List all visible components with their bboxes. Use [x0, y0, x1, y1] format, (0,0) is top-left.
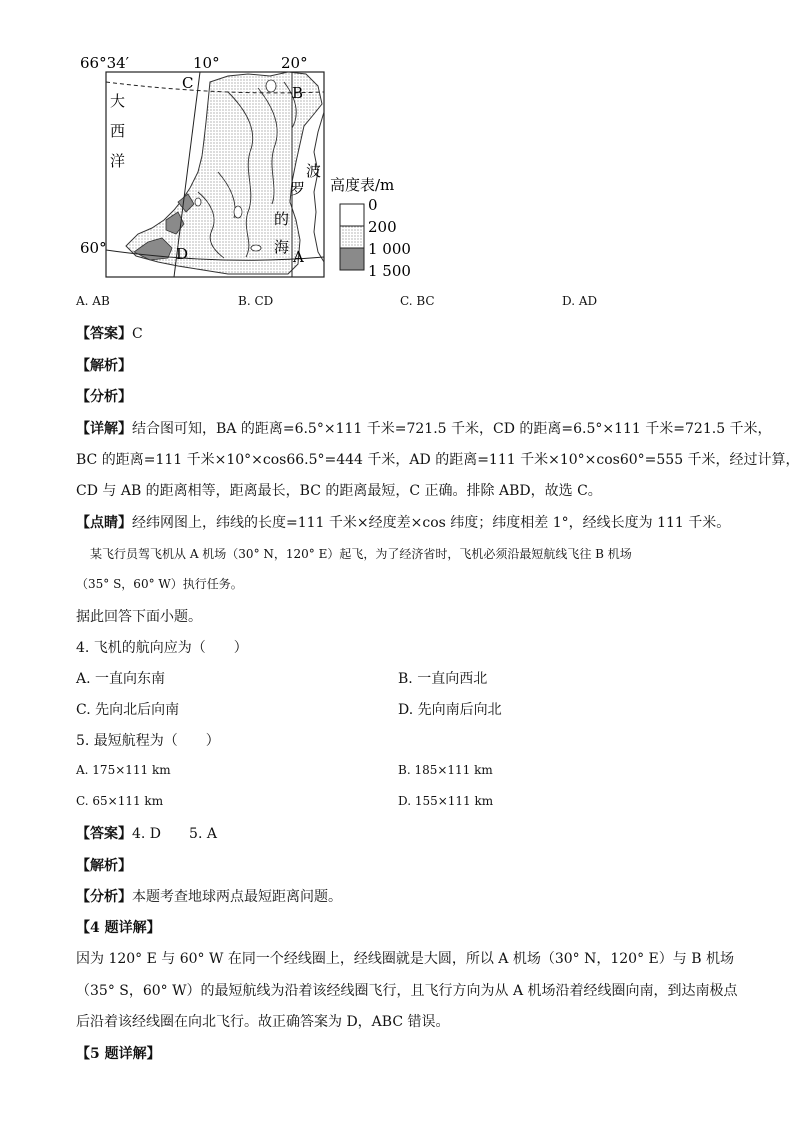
q3-option-a: A. AB: [76, 294, 110, 308]
lake: [266, 80, 276, 92]
detail-line-3: CD 与 AB 的距离相等，距离最长，BC 的距离最短，C 正确。排除 ABD，故选 C。: [76, 483, 602, 499]
point-c: C: [182, 74, 194, 92]
q5-title: 5. 最短航程为（ ）: [76, 733, 220, 749]
point-d: D: [176, 245, 189, 263]
lat-label-top: 66°34′: [80, 54, 130, 72]
legend-box-1500: [340, 248, 364, 270]
stem-line-3: 据此回答下面小题。: [76, 609, 202, 625]
q4-option-d: D. 先向南后向北: [398, 702, 502, 718]
detail-4-line-2: （35° S，60° W）的最短航线为沿着该经线圈飞行，且飞行方向为从 A 机场沿着经线圈向南，到达南极点: [76, 983, 738, 999]
answer-tag: 【答案】: [76, 326, 132, 342]
atlantic-char: 大: [110, 92, 126, 110]
legend-value: 1 500: [368, 262, 411, 280]
legend-value: 1 000: [368, 240, 411, 258]
scandinavia-map: [78, 52, 411, 284]
detail-1: [76, 418, 772, 438]
answer-text: C: [132, 326, 143, 342]
detail-tag: 【详解】: [76, 421, 132, 437]
q3-option-c: C. BC: [400, 294, 435, 308]
stem-line-2: （35° S，60° W）执行任务。: [76, 577, 243, 591]
detail-line-1: 结合图可知，BA 的距离=6.5°×111 千米=721.5 千米，CD 的距离=6.5°×111 千米=721.5 千米，: [132, 421, 772, 437]
q5-option-b: B. 185×111 km: [398, 763, 493, 777]
detail-line-2: BC 的距离=111 千米×10°×cos66.5°=444 千米，AD 的距离=111 千米×10°×cos60°=555 千米，经过计算，: [76, 452, 800, 468]
detail-4-line-3: 后沿着该经线圈在向北飞行。故正确答案为 D，ABC 错误。: [76, 1014, 450, 1030]
answer-tag: 【答案】: [76, 826, 132, 842]
q3-option-b: B. CD: [238, 294, 274, 308]
baltic-char: 的: [274, 210, 290, 228]
point-a: A: [293, 248, 304, 266]
detail-5-tag: 【5 题详解】: [76, 1046, 161, 1062]
atlantic-char: 西: [110, 122, 126, 140]
q4-option-a: A. 一直向东南: [76, 671, 166, 687]
answer-2: [76, 823, 217, 843]
fenxi-text: 本题考查地球两点最短距离问题。: [132, 889, 342, 905]
detail-4-line-1: 因为 120° E 与 60° W 在同一个经线圈上，经线圈就是大圆，所以 A 机场（30° N，120° E）与 B 机场: [76, 951, 734, 967]
legend-box-200: [340, 226, 364, 248]
legend-title: 高度表/m: [330, 176, 395, 194]
q5-option-a: A. 175×111 km: [76, 763, 171, 777]
tip-1: [76, 512, 730, 532]
answer-1: [76, 323, 143, 343]
q4-option-c: C. 先向北后向南: [76, 702, 180, 718]
legend-box-0: [340, 204, 364, 226]
q5-option-d: D. 155×111 km: [398, 794, 494, 808]
atlantic-char: 洋: [110, 152, 126, 170]
analysis-2: 【解析】: [76, 858, 132, 874]
q4-option-b: B. 一直向西北: [398, 671, 488, 687]
baltic-char: 波: [306, 162, 322, 180]
q4-title: 4. 飞机的航向应为（ ）: [76, 640, 248, 656]
fenxi-1: 【分析】: [76, 389, 132, 405]
q5-option-c: C. 65×111 km: [76, 794, 164, 808]
lake: [234, 206, 242, 218]
lake: [195, 198, 201, 206]
lat-label-bottom: 60°: [80, 239, 107, 257]
baltic-char: 海: [274, 238, 290, 256]
q3-option-d: D. AD: [562, 294, 598, 308]
lake: [251, 245, 261, 251]
fenxi-2: [76, 886, 342, 906]
lon-label-10: 10°: [193, 54, 220, 72]
fenxi-tag: 【分析】: [76, 889, 132, 905]
baltic-char: 罗: [290, 180, 306, 198]
tip-tag: 【点睛】: [76, 515, 132, 531]
finland-coast: [314, 112, 324, 262]
legend-value: 0: [368, 196, 378, 214]
analysis-1: 【解析】: [76, 358, 132, 374]
stem-line-1: 某飞行员驾飞机从 A 机场（30° N，120° E）起飞，为了经济省时，飞机必须沿最短航线飞往 B 机场: [90, 547, 632, 561]
tip-text: 经纬网图上，纬线的长度=111 千米×经度差×cos 纬度；纬度相差 1°，经线长度为 111 千米。: [132, 515, 731, 531]
answer-text: 4. D 5. A: [132, 826, 217, 842]
detail-4-tag: 【4 题详解】: [76, 920, 161, 936]
legend-value: 200: [368, 218, 397, 236]
lon-label-20: 20°: [281, 54, 308, 72]
point-b: B: [292, 84, 304, 102]
